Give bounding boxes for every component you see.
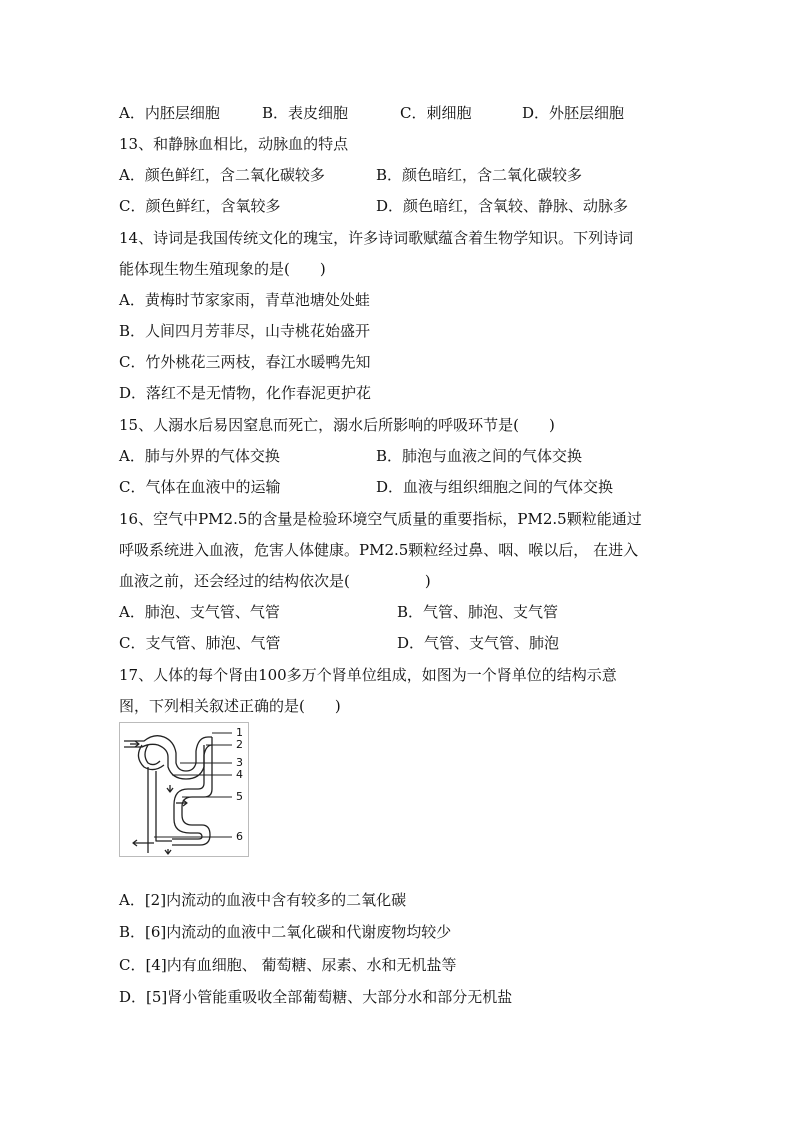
q16-option-a: A．肺泡、支气管、气管 [119,603,280,621]
q16-option-b: B．气管、肺泡、支气管 [397,603,559,621]
q16-option-d: D．气管、支气管、肺泡 [397,634,560,652]
q15-option-b: B．肺泡与血液之间的气体交换 [376,447,583,465]
q13-option-c: C．颜色鲜红，含氧较多 [119,197,281,215]
q16-stem-line2: 呼吸系统进入血液，危害人体健康。PM2.5颗粒经过鼻、咽、喉以后， 在进入 [119,541,639,559]
label-4: 4 [236,768,243,781]
label-6: 6 [236,830,243,843]
q13-option-b: B．颜色暗红，含二氧化碳较多 [376,166,583,184]
q17-stem-line1: 17、人体的每个肾由100多万个肾单位组成，如图为一个肾单位的结构示意 [119,666,617,684]
q13-stem: 13、和静脉血相比，动脉血的特点 [119,135,349,153]
q12-option-b: B．表皮细胞 [262,104,349,122]
q14-option-c: C．竹外桃花三两枝，春江水暖鸭先知 [119,353,371,371]
q14-option-a: A．黄梅时节家家雨，青草池塘处处蛙 [119,291,370,309]
q15-option-c: C．气体在血液中的运输 [119,478,281,496]
q15-option-a: A．肺与外界的气体交换 [119,447,280,465]
q12-option-d: D．外胚层细胞 [522,104,625,122]
q16-stem-line3: 血液之前，还会经过的结构依次是( ) [119,572,431,590]
q17-stem-line2: 图，下列相关叙述正确的是( ) [119,697,341,715]
q17-option-d: D．[5]肾小管能重吸收全部葡萄糖、大部分水和部分无机盐 [119,988,513,1006]
q12-option-a: A．内胚层细胞 [119,104,220,122]
q13-option-d: D．颜色暗红，含氧较、静脉、动脉多 [376,197,629,215]
q14-option-d: D．落红不是无情物，化作春泥更护花 [119,384,372,402]
q15-option-d: D．血液与组织细胞之间的气体交换 [376,478,614,496]
label-3: 3 [236,756,243,769]
q12-option-c: C．刺细胞 [400,104,472,122]
q13-option-a: A．颜色鲜红，含二氧化碳较多 [119,166,325,184]
q17-option-a: A．[2]内流动的血液中含有较多的二氧化碳 [119,891,407,909]
q16-stem-line1: 16、空气中PM2.5的含量是检验环境空气质量的重要指标，PM2.5颗粒能通过 [119,510,642,528]
q16-option-c: C．支气管、肺泡、气管 [119,634,281,652]
q14-option-b: B．人间四月芳菲尽，山寺桃花始盛开 [119,322,371,340]
q17-option-c: C．[4]内有血细胞、 葡萄糖、尿素、水和无机盐等 [119,956,457,974]
q15-stem: 15、人溺水后易因窒息而死亡，溺水后所影响的呼吸环节是( ) [119,416,555,434]
q14-stem-line1: 14、诗词是我国传统文化的瑰宝，许多诗词歌赋蕴含着生物学知识。下列诗词 [119,229,634,247]
label-1: 1 [236,726,243,739]
label-2: 2 [236,738,243,751]
nephron-diagram [119,722,249,857]
q14-stem-line2: 能体现生物生殖现象的是( ) [119,260,326,278]
q17-option-b: B．[6]内流动的血液中二氧化碳和代谢废物均较少 [119,923,452,941]
label-5: 5 [236,790,243,803]
